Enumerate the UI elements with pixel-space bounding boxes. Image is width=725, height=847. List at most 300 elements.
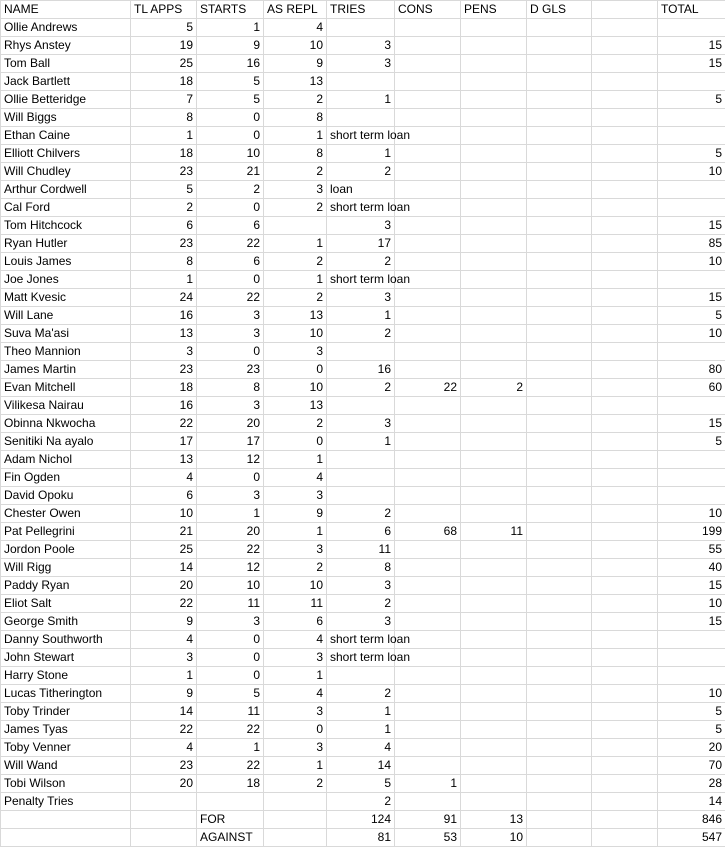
header-total[interactable]: TOTAL bbox=[658, 1, 725, 19]
cell-cons[interactable] bbox=[395, 325, 461, 343]
cell-total[interactable]: 15 bbox=[658, 55, 725, 73]
cell-total[interactable] bbox=[658, 487, 725, 505]
cell-pens[interactable] bbox=[461, 757, 527, 775]
cell-pens[interactable] bbox=[461, 721, 527, 739]
cell-blank[interactable] bbox=[592, 793, 658, 811]
cell-total[interactable]: 10 bbox=[658, 595, 725, 613]
cell-pens[interactable] bbox=[461, 109, 527, 127]
cell-d-gls[interactable] bbox=[527, 55, 592, 73]
cell-tries[interactable]: short term loan bbox=[327, 199, 395, 217]
cell-pens[interactable] bbox=[461, 559, 527, 577]
cell-tries[interactable] bbox=[327, 397, 395, 415]
cell-total[interactable]: 5 bbox=[658, 307, 725, 325]
cell-cons[interactable] bbox=[395, 451, 461, 469]
cell-blank[interactable] bbox=[592, 523, 658, 541]
cell-as-repl[interactable]: 3 bbox=[264, 739, 327, 757]
cell-blank[interactable] bbox=[592, 505, 658, 523]
cell-as-repl[interactable]: 1 bbox=[264, 235, 327, 253]
cell-tl-apps[interactable]: 23 bbox=[131, 163, 197, 181]
cell-tries[interactable] bbox=[327, 73, 395, 91]
cell-starts[interactable]: 12 bbox=[197, 451, 264, 469]
cell-name[interactable]: Vilikesa Nairau bbox=[1, 397, 131, 415]
cell-tl-apps[interactable]: 5 bbox=[131, 19, 197, 37]
cell-tries[interactable] bbox=[327, 469, 395, 487]
cell-pens[interactable] bbox=[461, 739, 527, 757]
cell-d-gls[interactable] bbox=[527, 397, 592, 415]
cell-d-gls[interactable] bbox=[527, 19, 592, 37]
header-d-gls[interactable]: D GLS bbox=[527, 1, 592, 19]
header-as-repl[interactable]: AS REPL bbox=[264, 1, 327, 19]
cell-name[interactable]: Elliott Chilvers bbox=[1, 145, 131, 163]
cell-pens[interactable] bbox=[461, 361, 527, 379]
cell-tries[interactable]: 1 bbox=[327, 307, 395, 325]
cell-name[interactable]: Tom Ball bbox=[1, 55, 131, 73]
cell-name[interactable]: Danny Southworth bbox=[1, 631, 131, 649]
cell-cons[interactable] bbox=[395, 361, 461, 379]
cell-total[interactable] bbox=[658, 127, 725, 145]
cell-pens[interactable] bbox=[461, 325, 527, 343]
cell-tries[interactable]: 16 bbox=[327, 361, 395, 379]
cell-name[interactable]: David Opoku bbox=[1, 487, 131, 505]
cell-name[interactable]: Ollie Betteridge bbox=[1, 91, 131, 109]
cell-tries[interactable]: 124 bbox=[327, 811, 395, 829]
cell-name[interactable]: Ryan Hutler bbox=[1, 235, 131, 253]
cell-total[interactable]: 15 bbox=[658, 217, 725, 235]
cell-d-gls[interactable] bbox=[527, 199, 592, 217]
cell-blank[interactable] bbox=[592, 703, 658, 721]
cell-d-gls[interactable] bbox=[527, 739, 592, 757]
cell-d-gls[interactable] bbox=[527, 757, 592, 775]
cell-starts[interactable]: 23 bbox=[197, 361, 264, 379]
cell-d-gls[interactable] bbox=[527, 469, 592, 487]
cell-total[interactable]: 5 bbox=[658, 703, 725, 721]
cell-cons[interactable] bbox=[395, 343, 461, 361]
cell-blank[interactable] bbox=[592, 253, 658, 271]
cell-d-gls[interactable] bbox=[527, 793, 592, 811]
cell-name[interactable]: James Martin bbox=[1, 361, 131, 379]
cell-name[interactable]: Toby Trinder bbox=[1, 703, 131, 721]
cell-total[interactable] bbox=[658, 667, 725, 685]
cell-total[interactable] bbox=[658, 649, 725, 667]
cell-pens[interactable] bbox=[461, 181, 527, 199]
cell-name[interactable]: Will Rigg bbox=[1, 559, 131, 577]
cell-name[interactable]: Ollie Andrews bbox=[1, 19, 131, 37]
cell-cons[interactable]: 68 bbox=[395, 523, 461, 541]
cell-tl-apps[interactable]: 9 bbox=[131, 685, 197, 703]
header-pens[interactable]: PENS bbox=[461, 1, 527, 19]
cell-name[interactable]: Penalty Tries bbox=[1, 793, 131, 811]
cell-as-repl[interactable]: 9 bbox=[264, 55, 327, 73]
cell-total[interactable]: 14 bbox=[658, 793, 725, 811]
cell-as-repl[interactable]: 1 bbox=[264, 757, 327, 775]
cell-d-gls[interactable] bbox=[527, 487, 592, 505]
cell-cons[interactable] bbox=[395, 685, 461, 703]
cell-as-repl[interactable]: 1 bbox=[264, 667, 327, 685]
cell-starts[interactable]: 3 bbox=[197, 397, 264, 415]
cell-tl-apps[interactable]: 22 bbox=[131, 595, 197, 613]
cell-name[interactable]: Louis James bbox=[1, 253, 131, 271]
cell-as-repl[interactable]: 3 bbox=[264, 703, 327, 721]
cell-cons[interactable] bbox=[395, 703, 461, 721]
cell-as-repl[interactable]: 3 bbox=[264, 541, 327, 559]
cell-cons[interactable] bbox=[395, 721, 461, 739]
cell-pens[interactable] bbox=[461, 469, 527, 487]
cell-cons[interactable] bbox=[395, 163, 461, 181]
cell-starts[interactable]: 0 bbox=[197, 649, 264, 667]
cell-cons[interactable] bbox=[395, 235, 461, 253]
cell-tries[interactable]: 3 bbox=[327, 289, 395, 307]
cell-starts[interactable]: 16 bbox=[197, 55, 264, 73]
cell-starts[interactable]: 0 bbox=[197, 127, 264, 145]
cell-starts[interactable]: 9 bbox=[197, 37, 264, 55]
cell-tl-apps[interactable]: 23 bbox=[131, 361, 197, 379]
cell-as-repl[interactable]: 13 bbox=[264, 73, 327, 91]
cell-name[interactable]: Pat Pellegrini bbox=[1, 523, 131, 541]
cell-as-repl[interactable]: 0 bbox=[264, 721, 327, 739]
cell-tl-apps[interactable]: 6 bbox=[131, 217, 197, 235]
cell-tries[interactable]: 14 bbox=[327, 757, 395, 775]
cell-total[interactable]: 199 bbox=[658, 523, 725, 541]
cell-tries[interactable]: 1 bbox=[327, 145, 395, 163]
cell-pens[interactable] bbox=[461, 631, 527, 649]
cell-starts[interactable]: 5 bbox=[197, 91, 264, 109]
cell-tl-apps[interactable]: 20 bbox=[131, 775, 197, 793]
cell-tries[interactable]: 11 bbox=[327, 541, 395, 559]
cell-starts[interactable]: 3 bbox=[197, 613, 264, 631]
cell-cons[interactable] bbox=[395, 415, 461, 433]
cell-name[interactable]: George Smith bbox=[1, 613, 131, 631]
cell-starts[interactable]: 22 bbox=[197, 757, 264, 775]
cell-starts[interactable]: 0 bbox=[197, 109, 264, 127]
header-name[interactable]: NAME bbox=[1, 1, 131, 19]
header-blank[interactable] bbox=[592, 1, 658, 19]
cell-d-gls[interactable] bbox=[527, 253, 592, 271]
cell-as-repl[interactable]: 10 bbox=[264, 325, 327, 343]
cell-pens[interactable] bbox=[461, 505, 527, 523]
cell-as-repl[interactable]: 1 bbox=[264, 523, 327, 541]
cell-tries[interactable]: short term loan bbox=[327, 271, 395, 289]
cell-name[interactable]: Cal Ford bbox=[1, 199, 131, 217]
cell-cons[interactable] bbox=[395, 667, 461, 685]
cell-pens[interactable] bbox=[461, 595, 527, 613]
cell-tl-apps[interactable]: 9 bbox=[131, 613, 197, 631]
cell-starts[interactable]: 0 bbox=[197, 343, 264, 361]
cell-name[interactable]: Ethan Caine bbox=[1, 127, 131, 145]
cell-cons[interactable]: 22 bbox=[395, 379, 461, 397]
cell-pens[interactable] bbox=[461, 343, 527, 361]
cell-blank[interactable] bbox=[592, 541, 658, 559]
cell-d-gls[interactable] bbox=[527, 415, 592, 433]
cell-tl-apps[interactable]: 1 bbox=[131, 127, 197, 145]
cell-name[interactable]: Eliot Salt bbox=[1, 595, 131, 613]
cell-tl-apps[interactable]: 3 bbox=[131, 343, 197, 361]
cell-total[interactable]: 5 bbox=[658, 91, 725, 109]
cell-blank[interactable] bbox=[592, 37, 658, 55]
cell-total[interactable]: 5 bbox=[658, 721, 725, 739]
header-cons[interactable]: CONS bbox=[395, 1, 461, 19]
cell-cons[interactable] bbox=[395, 505, 461, 523]
cell-starts[interactable]: 22 bbox=[197, 235, 264, 253]
cell-pens[interactable]: 11 bbox=[461, 523, 527, 541]
cell-tl-apps[interactable]: 16 bbox=[131, 397, 197, 415]
cell-pens[interactable] bbox=[461, 577, 527, 595]
cell-total[interactable] bbox=[658, 109, 725, 127]
cell-cons[interactable] bbox=[395, 109, 461, 127]
cell-cons[interactable] bbox=[395, 541, 461, 559]
cell-name[interactable]: Senitiki Na ayalo bbox=[1, 433, 131, 451]
cell-as-repl[interactable]: 3 bbox=[264, 343, 327, 361]
cell-blank[interactable] bbox=[592, 55, 658, 73]
cell-pens[interactable] bbox=[461, 649, 527, 667]
cell-tl-apps[interactable]: 21 bbox=[131, 523, 197, 541]
cell-tries[interactable]: 3 bbox=[327, 37, 395, 55]
cell-cons[interactable]: 1 bbox=[395, 775, 461, 793]
cell-as-repl[interactable]: 2 bbox=[264, 91, 327, 109]
cell-tries[interactable] bbox=[327, 109, 395, 127]
cell-d-gls[interactable] bbox=[527, 181, 592, 199]
cell-d-gls[interactable] bbox=[527, 505, 592, 523]
cell-total[interactable]: 15 bbox=[658, 37, 725, 55]
cell-tries[interactable]: 1 bbox=[327, 433, 395, 451]
cell-d-gls[interactable] bbox=[527, 37, 592, 55]
cell-name[interactable]: Toby Venner bbox=[1, 739, 131, 757]
cell-tries[interactable]: 1 bbox=[327, 721, 395, 739]
cell-blank[interactable] bbox=[592, 775, 658, 793]
cell-as-repl[interactable]: 2 bbox=[264, 163, 327, 181]
cell-pens[interactable] bbox=[461, 307, 527, 325]
cell-blank[interactable] bbox=[592, 613, 658, 631]
cell-pens[interactable] bbox=[461, 613, 527, 631]
cell-pens[interactable] bbox=[461, 163, 527, 181]
cell-as-repl[interactable]: 1 bbox=[264, 127, 327, 145]
cell-as-repl[interactable]: 3 bbox=[264, 487, 327, 505]
cell-cons[interactable] bbox=[395, 469, 461, 487]
cell-name[interactable]: Tobi Wilson bbox=[1, 775, 131, 793]
cell-d-gls[interactable] bbox=[527, 703, 592, 721]
cell-starts[interactable]: 1 bbox=[197, 739, 264, 757]
cell-starts[interactable]: 11 bbox=[197, 703, 264, 721]
cell-cons[interactable] bbox=[395, 595, 461, 613]
cell-as-repl[interactable] bbox=[264, 811, 327, 829]
cell-starts[interactable] bbox=[197, 793, 264, 811]
cell-tries[interactable]: 2 bbox=[327, 505, 395, 523]
cell-pens[interactable] bbox=[461, 433, 527, 451]
cell-total[interactable]: 15 bbox=[658, 613, 725, 631]
cell-blank[interactable] bbox=[592, 487, 658, 505]
cell-cons[interactable] bbox=[395, 55, 461, 73]
cell-name[interactable]: Lucas Titherington bbox=[1, 685, 131, 703]
cell-as-repl[interactable]: 2 bbox=[264, 253, 327, 271]
cell-d-gls[interactable] bbox=[527, 73, 592, 91]
cell-blank[interactable] bbox=[592, 109, 658, 127]
cell-as-repl[interactable]: 2 bbox=[264, 289, 327, 307]
cell-pens[interactable] bbox=[461, 127, 527, 145]
cell-tl-apps[interactable]: 23 bbox=[131, 235, 197, 253]
cell-tl-apps[interactable]: 8 bbox=[131, 109, 197, 127]
cell-total[interactable]: 10 bbox=[658, 253, 725, 271]
cell-d-gls[interactable] bbox=[527, 541, 592, 559]
cell-blank[interactable] bbox=[592, 289, 658, 307]
cell-total[interactable]: 10 bbox=[658, 163, 725, 181]
cell-as-repl[interactable] bbox=[264, 793, 327, 811]
cell-tries[interactable] bbox=[327, 487, 395, 505]
cell-total[interactable]: 5 bbox=[658, 145, 725, 163]
cell-blank[interactable] bbox=[592, 307, 658, 325]
cell-tries[interactable] bbox=[327, 19, 395, 37]
cell-cons[interactable]: 91 bbox=[395, 811, 461, 829]
cell-name[interactable]: Suva Ma'asi bbox=[1, 325, 131, 343]
cell-tl-apps[interactable]: 22 bbox=[131, 721, 197, 739]
cell-tl-apps[interactable] bbox=[131, 793, 197, 811]
cell-d-gls[interactable] bbox=[527, 343, 592, 361]
cell-tries[interactable]: 5 bbox=[327, 775, 395, 793]
cell-cons[interactable] bbox=[395, 739, 461, 757]
cell-d-gls[interactable] bbox=[527, 289, 592, 307]
cell-cons[interactable] bbox=[395, 793, 461, 811]
cell-tl-apps[interactable]: 18 bbox=[131, 145, 197, 163]
cell-starts[interactable]: 20 bbox=[197, 415, 264, 433]
cell-name[interactable]: Tom Hitchcock bbox=[1, 217, 131, 235]
cell-starts[interactable]: 0 bbox=[197, 667, 264, 685]
cell-starts[interactable]: 10 bbox=[197, 577, 264, 595]
cell-as-repl[interactable]: 4 bbox=[264, 19, 327, 37]
cell-total[interactable]: 15 bbox=[658, 289, 725, 307]
cell-total[interactable]: 547 bbox=[658, 829, 725, 847]
cell-as-repl[interactable]: 4 bbox=[264, 685, 327, 703]
cell-tries[interactable]: 17 bbox=[327, 235, 395, 253]
cell-tries[interactable]: 3 bbox=[327, 577, 395, 595]
cell-tl-apps[interactable]: 25 bbox=[131, 541, 197, 559]
cell-starts[interactable]: 8 bbox=[197, 379, 264, 397]
cell-cons[interactable] bbox=[395, 145, 461, 163]
cell-tl-apps[interactable]: 25 bbox=[131, 55, 197, 73]
cell-name[interactable]: Obinna Nkwocha bbox=[1, 415, 131, 433]
cell-total[interactable]: 15 bbox=[658, 415, 725, 433]
cell-as-repl[interactable]: 8 bbox=[264, 109, 327, 127]
cell-name[interactable]: Matt Kvesic bbox=[1, 289, 131, 307]
cell-name[interactable]: Will Lane bbox=[1, 307, 131, 325]
cell-d-gls[interactable] bbox=[527, 145, 592, 163]
cell-cons[interactable] bbox=[395, 559, 461, 577]
cell-blank[interactable] bbox=[592, 325, 658, 343]
cell-tl-apps[interactable]: 1 bbox=[131, 667, 197, 685]
cell-as-repl[interactable]: 4 bbox=[264, 631, 327, 649]
cell-starts[interactable]: 0 bbox=[197, 271, 264, 289]
cell-tl-apps[interactable]: 18 bbox=[131, 73, 197, 91]
cell-starts[interactable]: 1 bbox=[197, 505, 264, 523]
cell-total[interactable]: 20 bbox=[658, 739, 725, 757]
cell-total[interactable] bbox=[658, 181, 725, 199]
cell-starts[interactable]: 11 bbox=[197, 595, 264, 613]
cell-blank[interactable] bbox=[592, 361, 658, 379]
cell-total[interactable]: 70 bbox=[658, 757, 725, 775]
cell-tl-apps[interactable]: 3 bbox=[131, 649, 197, 667]
cell-name[interactable]: Harry Stone bbox=[1, 667, 131, 685]
cell-blank[interactable] bbox=[592, 685, 658, 703]
cell-pens[interactable] bbox=[461, 235, 527, 253]
cell-tries[interactable]: 4 bbox=[327, 739, 395, 757]
cell-tries[interactable]: short term loan bbox=[327, 127, 395, 145]
cell-as-repl[interactable]: 2 bbox=[264, 415, 327, 433]
cell-total[interactable]: 10 bbox=[658, 505, 725, 523]
cell-cons[interactable] bbox=[395, 91, 461, 109]
cell-name[interactable]: Joe Jones bbox=[1, 271, 131, 289]
cell-d-gls[interactable] bbox=[527, 307, 592, 325]
cell-name[interactable]: Will Chudley bbox=[1, 163, 131, 181]
cell-as-repl[interactable]: 10 bbox=[264, 37, 327, 55]
cell-d-gls[interactable] bbox=[527, 451, 592, 469]
cell-starts[interactable]: 20 bbox=[197, 523, 264, 541]
cell-cons[interactable] bbox=[395, 181, 461, 199]
cell-cons[interactable]: 53 bbox=[395, 829, 461, 847]
cell-blank[interactable] bbox=[592, 721, 658, 739]
cell-starts[interactable]: 3 bbox=[197, 487, 264, 505]
cell-d-gls[interactable] bbox=[527, 649, 592, 667]
cell-blank[interactable] bbox=[592, 379, 658, 397]
cell-tries[interactable] bbox=[327, 667, 395, 685]
cell-starts[interactable]: 6 bbox=[197, 253, 264, 271]
cell-as-repl[interactable]: 10 bbox=[264, 379, 327, 397]
cell-pens[interactable] bbox=[461, 289, 527, 307]
cell-d-gls[interactable] bbox=[527, 631, 592, 649]
cell-total[interactable] bbox=[658, 73, 725, 91]
cell-name[interactable]: Will Biggs bbox=[1, 109, 131, 127]
cell-name[interactable]: Fin Ogden bbox=[1, 469, 131, 487]
cell-tries[interactable]: 1 bbox=[327, 703, 395, 721]
cell-blank[interactable] bbox=[592, 271, 658, 289]
cell-pens[interactable] bbox=[461, 271, 527, 289]
header-starts[interactable]: STARTS bbox=[197, 1, 264, 19]
cell-pens[interactable] bbox=[461, 793, 527, 811]
cell-name[interactable]: John Stewart bbox=[1, 649, 131, 667]
cell-d-gls[interactable] bbox=[527, 127, 592, 145]
cell-d-gls[interactable] bbox=[527, 163, 592, 181]
cell-total[interactable]: 846 bbox=[658, 811, 725, 829]
cell-tries[interactable]: 3 bbox=[327, 217, 395, 235]
cell-starts[interactable]: 12 bbox=[197, 559, 264, 577]
cell-name[interactable] bbox=[1, 829, 131, 847]
cell-blank[interactable] bbox=[592, 649, 658, 667]
cell-pens[interactable] bbox=[461, 541, 527, 559]
cell-total[interactable] bbox=[658, 451, 725, 469]
cell-as-repl[interactable]: 13 bbox=[264, 397, 327, 415]
cell-starts[interactable]: 17 bbox=[197, 433, 264, 451]
cell-cons[interactable] bbox=[395, 253, 461, 271]
cell-cons[interactable] bbox=[395, 613, 461, 631]
cell-total[interactable]: 40 bbox=[658, 559, 725, 577]
cell-name[interactable]: Arthur Cordwell bbox=[1, 181, 131, 199]
cell-tl-apps[interactable] bbox=[131, 829, 197, 847]
cell-total[interactable] bbox=[658, 271, 725, 289]
cell-d-gls[interactable] bbox=[527, 217, 592, 235]
cell-starts[interactable]: 10 bbox=[197, 145, 264, 163]
cell-d-gls[interactable] bbox=[527, 721, 592, 739]
cell-as-repl[interactable]: 2 bbox=[264, 775, 327, 793]
cell-cons[interactable] bbox=[395, 73, 461, 91]
cell-tries[interactable]: 1 bbox=[327, 91, 395, 109]
cell-starts[interactable]: 2 bbox=[197, 181, 264, 199]
cell-pens[interactable]: 2 bbox=[461, 379, 527, 397]
cell-d-gls[interactable] bbox=[527, 235, 592, 253]
cell-starts[interactable]: 5 bbox=[197, 685, 264, 703]
cell-as-repl[interactable]: 13 bbox=[264, 307, 327, 325]
cell-starts[interactable]: 3 bbox=[197, 325, 264, 343]
cell-blank[interactable] bbox=[592, 397, 658, 415]
cell-pens[interactable]: 13 bbox=[461, 811, 527, 829]
cell-blank[interactable] bbox=[592, 595, 658, 613]
cell-as-repl[interactable]: 4 bbox=[264, 469, 327, 487]
cell-pens[interactable] bbox=[461, 703, 527, 721]
